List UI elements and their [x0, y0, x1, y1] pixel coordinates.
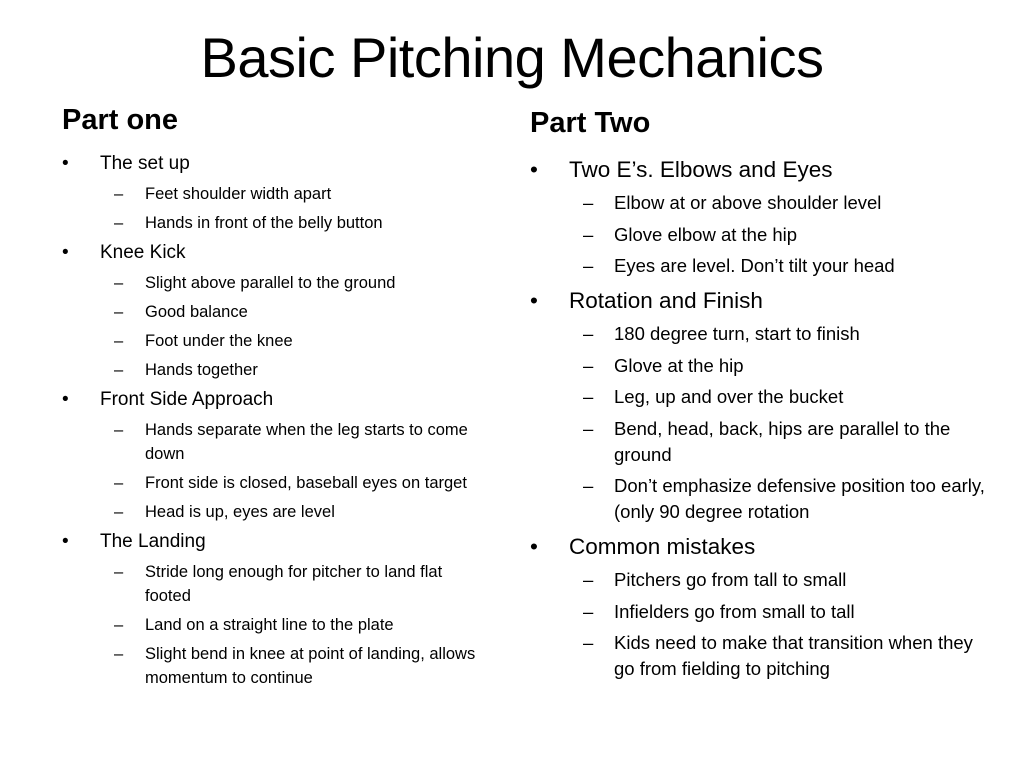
list-item: [530, 287, 990, 525]
sub-list-item: [530, 416, 990, 468]
bullet-label: Two E’s. Elbows and Eyes: [569, 157, 833, 182]
dash-icon: –: [114, 361, 124, 379]
dash-icon: –: [583, 417, 594, 439]
dash-icon: –: [583, 255, 594, 276]
part-one-list: [62, 152, 492, 696]
bullet-label: Common mistakes: [569, 534, 756, 559]
sub-item-label: Feet shoulder width apart: [145, 185, 332, 203]
sub-list-item: [530, 567, 990, 593]
dash-icon: –: [114, 616, 124, 634]
dash-icon: –: [583, 600, 594, 622]
sub-list-item: [530, 321, 990, 347]
sub-list-item: [62, 613, 492, 637]
bullet-row: [530, 287, 990, 315]
sub-item-label: Hands separate when the leg starts to come down: [145, 421, 468, 463]
bullet-icon: •: [530, 534, 538, 559]
sub-item-label: 180 degree turn, start to finish: [614, 323, 860, 344]
sub-list-item: [62, 211, 492, 235]
bullet-label: The Landing: [100, 531, 206, 552]
dash-icon: –: [583, 223, 594, 245]
bullet-label: The set up: [100, 153, 190, 174]
bullet-label: Rotation and Finish: [569, 288, 763, 313]
sub-list-item: [62, 642, 492, 690]
bullet-icon: •: [62, 242, 69, 263]
bullet-icon: •: [62, 531, 69, 552]
dash-icon: –: [583, 475, 594, 496]
slide-title: Basic Pitching Mechanics: [200, 26, 824, 89]
sub-item-label: Land on a straight line to the plate: [145, 616, 394, 634]
list-item: [62, 152, 492, 235]
dash-icon: –: [583, 323, 594, 344]
dash-icon: –: [114, 645, 124, 663]
sub-list-item: [530, 599, 990, 625]
dash-icon: –: [114, 185, 124, 203]
sub-list-item: [530, 630, 990, 682]
sub-item-label: Hands in front of the belly button: [145, 214, 383, 232]
sub-list-item: [530, 222, 990, 248]
dash-icon: –: [114, 332, 124, 350]
sub-item-label: Head is up, eyes are level: [145, 503, 335, 521]
sub-item-label: Front side is closed, baseball eyes on target: [145, 474, 467, 492]
dash-icon: –: [114, 474, 124, 492]
sub-item-label: Glove at the hip: [614, 354, 744, 376]
sub-item-label: Pitchers go from tall to small: [614, 569, 847, 590]
sub-list-item: [62, 271, 492, 295]
bullet-row: [62, 152, 492, 176]
bullet-icon: •: [62, 389, 69, 410]
sub-list-item: [62, 300, 492, 324]
sub-list-item: [62, 329, 492, 353]
sub-list-item: [62, 471, 492, 495]
sub-item-label: Good balance: [145, 303, 248, 321]
sub-item-label: Slight bend in knee at point of landing, allows momentum to continue: [145, 645, 476, 687]
sub-list-item: [530, 353, 990, 379]
dash-icon: –: [114, 214, 124, 232]
sub-item-label: Glove elbow at the hip: [614, 223, 798, 245]
sub-item-label: Hands together: [145, 361, 258, 379]
sub-list-item: [62, 358, 492, 382]
sub-list: [62, 182, 492, 235]
list-item: [530, 533, 990, 682]
list-item: [62, 241, 492, 382]
sub-list: [62, 418, 492, 524]
sub-item-label: Kids need to make that transition when they go from fielding to pitching: [614, 632, 973, 679]
sub-item-label: Don’t emphasize defensive position too early, (only 90 degree rotation: [614, 475, 985, 522]
bullet-row: [530, 533, 990, 561]
sub-list-item: [62, 560, 492, 608]
sub-list-item: [530, 384, 990, 410]
dash-icon: –: [114, 421, 124, 439]
sub-item-label: Stride long enough for pitcher to land flat footed: [145, 563, 443, 605]
sub-list-item: [62, 182, 492, 206]
sub-item-label: Elbow at or above shoulder level: [614, 192, 882, 213]
sub-item-label: Bend, head, back, hips are parallel to the ground: [614, 417, 951, 465]
dash-icon: –: [583, 386, 594, 407]
sub-list: [62, 560, 492, 690]
sub-list-item: [530, 253, 990, 279]
sub-list-item: [62, 500, 492, 524]
sub-item-label: Slight above parallel to the ground: [145, 274, 396, 292]
sub-item-label: Eyes are level. Don’t tilt your head: [614, 255, 895, 276]
dash-icon: –: [114, 303, 124, 321]
dash-icon: –: [583, 354, 594, 376]
bullet-label: Front Side Approach: [100, 389, 274, 410]
list-item: [530, 156, 990, 279]
dash-icon: –: [114, 563, 124, 581]
bullet-row: [62, 530, 492, 554]
bullet-icon: •: [530, 288, 538, 313]
part-two-heading: Part Two: [530, 107, 651, 139]
bullet-label: Knee Kick: [100, 242, 186, 263]
dash-icon: –: [583, 569, 594, 590]
sub-list-item: [530, 473, 990, 525]
dash-icon: –: [583, 632, 594, 653]
bullet-row: [62, 241, 492, 265]
sub-list: [530, 321, 990, 525]
list-item: [62, 388, 492, 524]
bullet-row: [62, 388, 492, 412]
sub-item-label: Foot under the knee: [145, 332, 293, 350]
sub-item-label: Infielders go from small to tall: [614, 600, 855, 622]
bullet-icon: •: [530, 157, 538, 182]
part-two-list: [530, 156, 990, 690]
sub-list-item: [62, 418, 492, 466]
part-one-heading: Part one: [62, 104, 179, 136]
sub-list: [530, 567, 990, 682]
bullet-icon: •: [62, 153, 69, 174]
sub-list: [62, 271, 492, 382]
dash-icon: –: [583, 192, 594, 213]
dash-icon: –: [114, 503, 124, 521]
sub-list: [530, 190, 990, 279]
sub-item-label: Leg, up and over the bucket: [614, 386, 844, 407]
bullet-row: [530, 156, 990, 184]
list-item: [62, 530, 492, 690]
dash-icon: –: [114, 274, 124, 292]
sub-list-item: [530, 190, 990, 216]
